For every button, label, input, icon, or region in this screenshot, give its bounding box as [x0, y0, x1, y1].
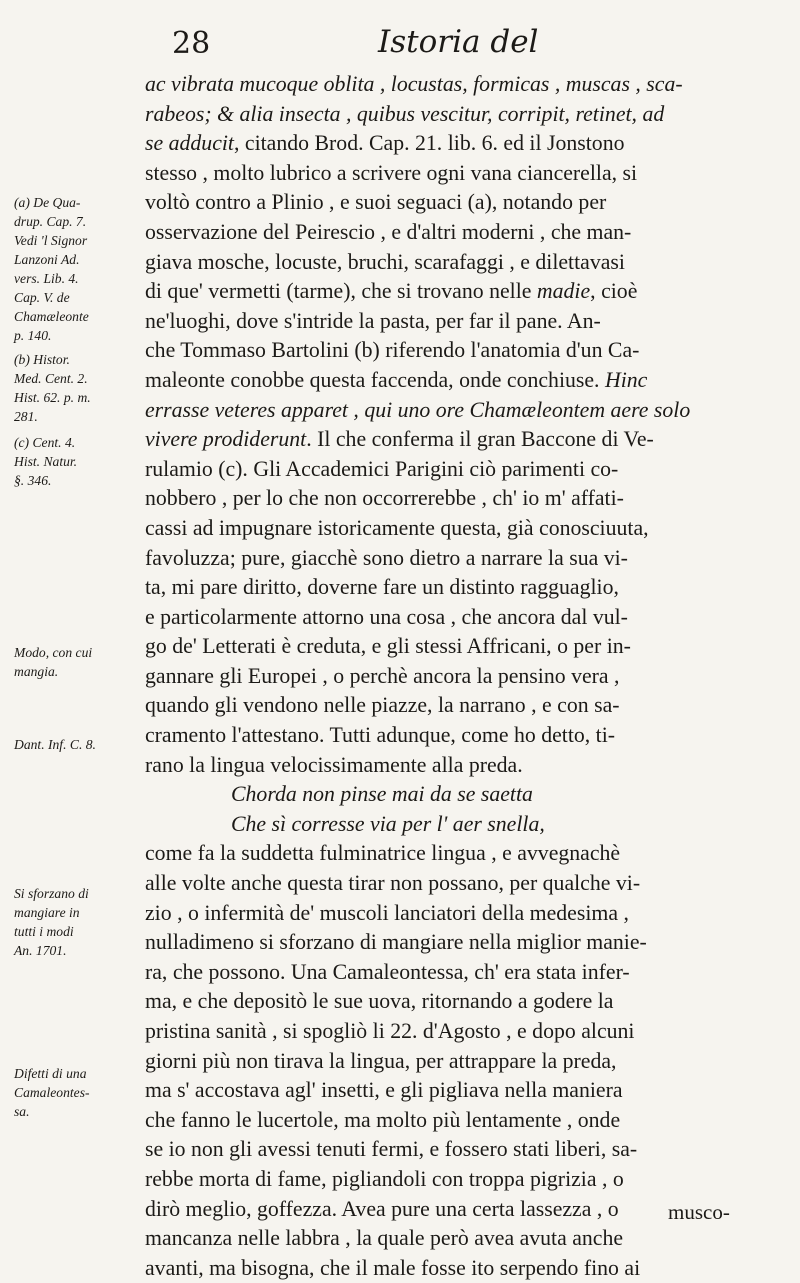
note-line: Chamæleonte [14, 309, 89, 324]
text-line: se io non gli avessi tenuti fermi, e fossero stati liberi, sa- [145, 1137, 638, 1162]
text-line: ma s' accostava agl' insetti, e gli pigliava nella maniera [145, 1078, 623, 1103]
text-line [145, 366, 767, 396]
text-line: giorni più non tirava la lingua, per attrappare la preda, [145, 1048, 617, 1073]
text-line: rano la lingua velocissimamente alla preda. [145, 752, 523, 777]
note-line: §. 346. [14, 473, 52, 488]
text-segment: vivere prodiderunt [145, 427, 307, 452]
text-line: pristina sanità , si spogliò li 22. d'Agosto , e dopo alcuni [145, 1019, 635, 1043]
note-line: Si sforzano di [14, 886, 89, 901]
text-line: mancanza nelle labbra , la quale però avea avuta anche [145, 1226, 624, 1251]
text-line: ra, che possono. Una Camaleontessa, ch' era stata infer- [145, 959, 630, 984]
text-line: osservazione del Peirescio , e d'altri moderni , che man- [145, 219, 632, 244]
note-line: Lanzoni Ad. [14, 252, 80, 267]
page-header [0, 18, 800, 68]
text-segment: di que' vermetti (tarme), che si trovano nelle [145, 279, 537, 304]
text-line: rebbe morta di fame, pigliandoli con troppa pigrizia , o [145, 1166, 624, 1191]
text-line: giava mosche, locuste, bruchi, scarafaggi , e dilettavasi [145, 249, 625, 274]
text-line: favoluzza; pure, giacchè sono dietro a narrare la sua vi- [145, 545, 628, 570]
note-line: Camaleontes- [14, 1085, 90, 1100]
text-line: rabeos; & alia insecta , quibus vescitur, corripit, retinet, ad [145, 101, 665, 126]
text-segment: madie [536, 279, 591, 304]
note-line: Dant. Inf. C. 8. [14, 737, 96, 752]
text-line: errasse veteres apparet , qui uno ore Chamæleontem aere solo [145, 397, 691, 422]
text-segment: . Il che conferma il gran Baccone di Ve- [306, 427, 654, 452]
note-line: p. 140. [14, 328, 52, 343]
text-line: che fanno le lucertole, ma molto più lentamente , onde [145, 1107, 621, 1132]
page-number: 28 [172, 26, 211, 61]
note-line: An. 1701. [14, 943, 67, 958]
note-line: Modo, con cui [14, 645, 93, 660]
note-line: 281. [14, 409, 38, 424]
note-line: Hist. Natur. [14, 454, 78, 469]
text-segment: se adducit [145, 131, 234, 156]
margin-note-c [14, 433, 142, 490]
text-line [145, 277, 767, 307]
note-line: Hist. 62. p. m. [14, 390, 91, 405]
text-segment: Hinc [604, 367, 648, 392]
text-line: ma, e che depositò le sue uova, ritornando a godere la [145, 989, 614, 1014]
note-line: mangia. [14, 664, 59, 679]
note-line: (b) Histor. [14, 352, 70, 367]
text-line: go de' Letterati è creduta, e gli stessi Affricani, o per in- [145, 634, 631, 659]
margin-note-difetti [14, 1064, 142, 1121]
margin-note-modo [14, 643, 142, 681]
running-title: Istoria del [378, 24, 539, 60]
text-line: avanti, ma bisogna, che il male fosse ito serpendo fino ai [145, 1255, 641, 1280]
note-line: (a) De Qua- [14, 195, 81, 210]
text-line: voltò contro a Plinio , e suoi seguaci (a), notando per [145, 190, 607, 215]
text-line: cassi ad impugnare istoricamente questa, già conosciuuta, [145, 515, 649, 540]
text-line: cramento l'attestano. Tutti adunque, come ho detto, ti- [145, 723, 616, 748]
text-segment: , cioè [590, 279, 638, 304]
note-line: (c) Cent. 4. [14, 435, 76, 450]
note-line: Vedi 'l Signor [14, 233, 88, 248]
text-line: nulladimeno si sforzano di mangiare nella miglior manie- [145, 930, 647, 955]
verse-line: Chorda non pinse mai da se saetta [231, 782, 533, 807]
note-line: Med. Cent. 2. [14, 371, 88, 386]
note-line: Difetti di una [14, 1066, 87, 1081]
margin-note-b [14, 350, 142, 426]
verse-line: Che sì corresse via per l' aer snella, [231, 811, 545, 836]
text-line: nobbero , per lo che non occorrerebbe , ch' io m' affati- [145, 486, 624, 511]
note-line: mangiare in [14, 905, 80, 920]
margin-note-dant [14, 735, 142, 754]
text-line: dirò meglio, goffezza. Avea pure una certa lassezza , o [145, 1196, 619, 1221]
note-line: sa. [14, 1104, 30, 1119]
catchword: musco- [668, 1200, 730, 1224]
margin-note-a [14, 193, 142, 345]
text-line: come fa la suddetta fulminatrice lingua , e avvegnachè [145, 841, 621, 866]
margin-note-sforzano [14, 884, 142, 960]
text-line: stesso , molto lubrico a scrivere ogni vana ciancerella, si [145, 160, 638, 185]
text-line: quando gli vendono nelle piazze, la narrano , e con sa- [145, 693, 620, 718]
text-line: che Tommaso Bartolini (b) riferendo l'anatomia d'un Ca- [145, 338, 640, 363]
text-line [145, 129, 767, 159]
text-line: ta, mi pare diritto, doverne fare un distinto ragguaglio, [145, 575, 619, 600]
text-line [145, 425, 767, 455]
text-line: gannare gli Europei , o perchè ancora la pensino vera , [145, 663, 620, 688]
text-line: rulamio (c). Gli Accademici Parigini ciò parimenti co- [145, 456, 619, 481]
note-line: tutti i modi [14, 924, 74, 939]
note-line: vers. Lib. 4. [14, 271, 79, 286]
note-line: Cap. V. de [14, 290, 70, 305]
text-line: zio , o infermità de' muscoli lanciatori della medesima , [145, 900, 629, 925]
text-segment: , citando Brod. Cap. 21. lib. 6. ed il Jonstono [234, 131, 625, 156]
text-line: alle volte anche questa tirar non possano, per qualche vi- [145, 871, 641, 896]
note-line: drup. Cap. 7. [14, 214, 87, 229]
text-line: ac vibrata mucoque oblita , locustas, formicas , muscas , sca- [145, 72, 683, 96]
text-line: e particolarmente attorno una cosa , che ancora dal vul- [145, 604, 628, 629]
main-text-block [145, 70, 767, 1283]
text-line: ne'luoghi, dove s'intride la pasta, per far il pane. An- [145, 308, 601, 333]
text-segment: maleonte conobbe questa faccenda, onde conchiuse. [145, 367, 605, 392]
